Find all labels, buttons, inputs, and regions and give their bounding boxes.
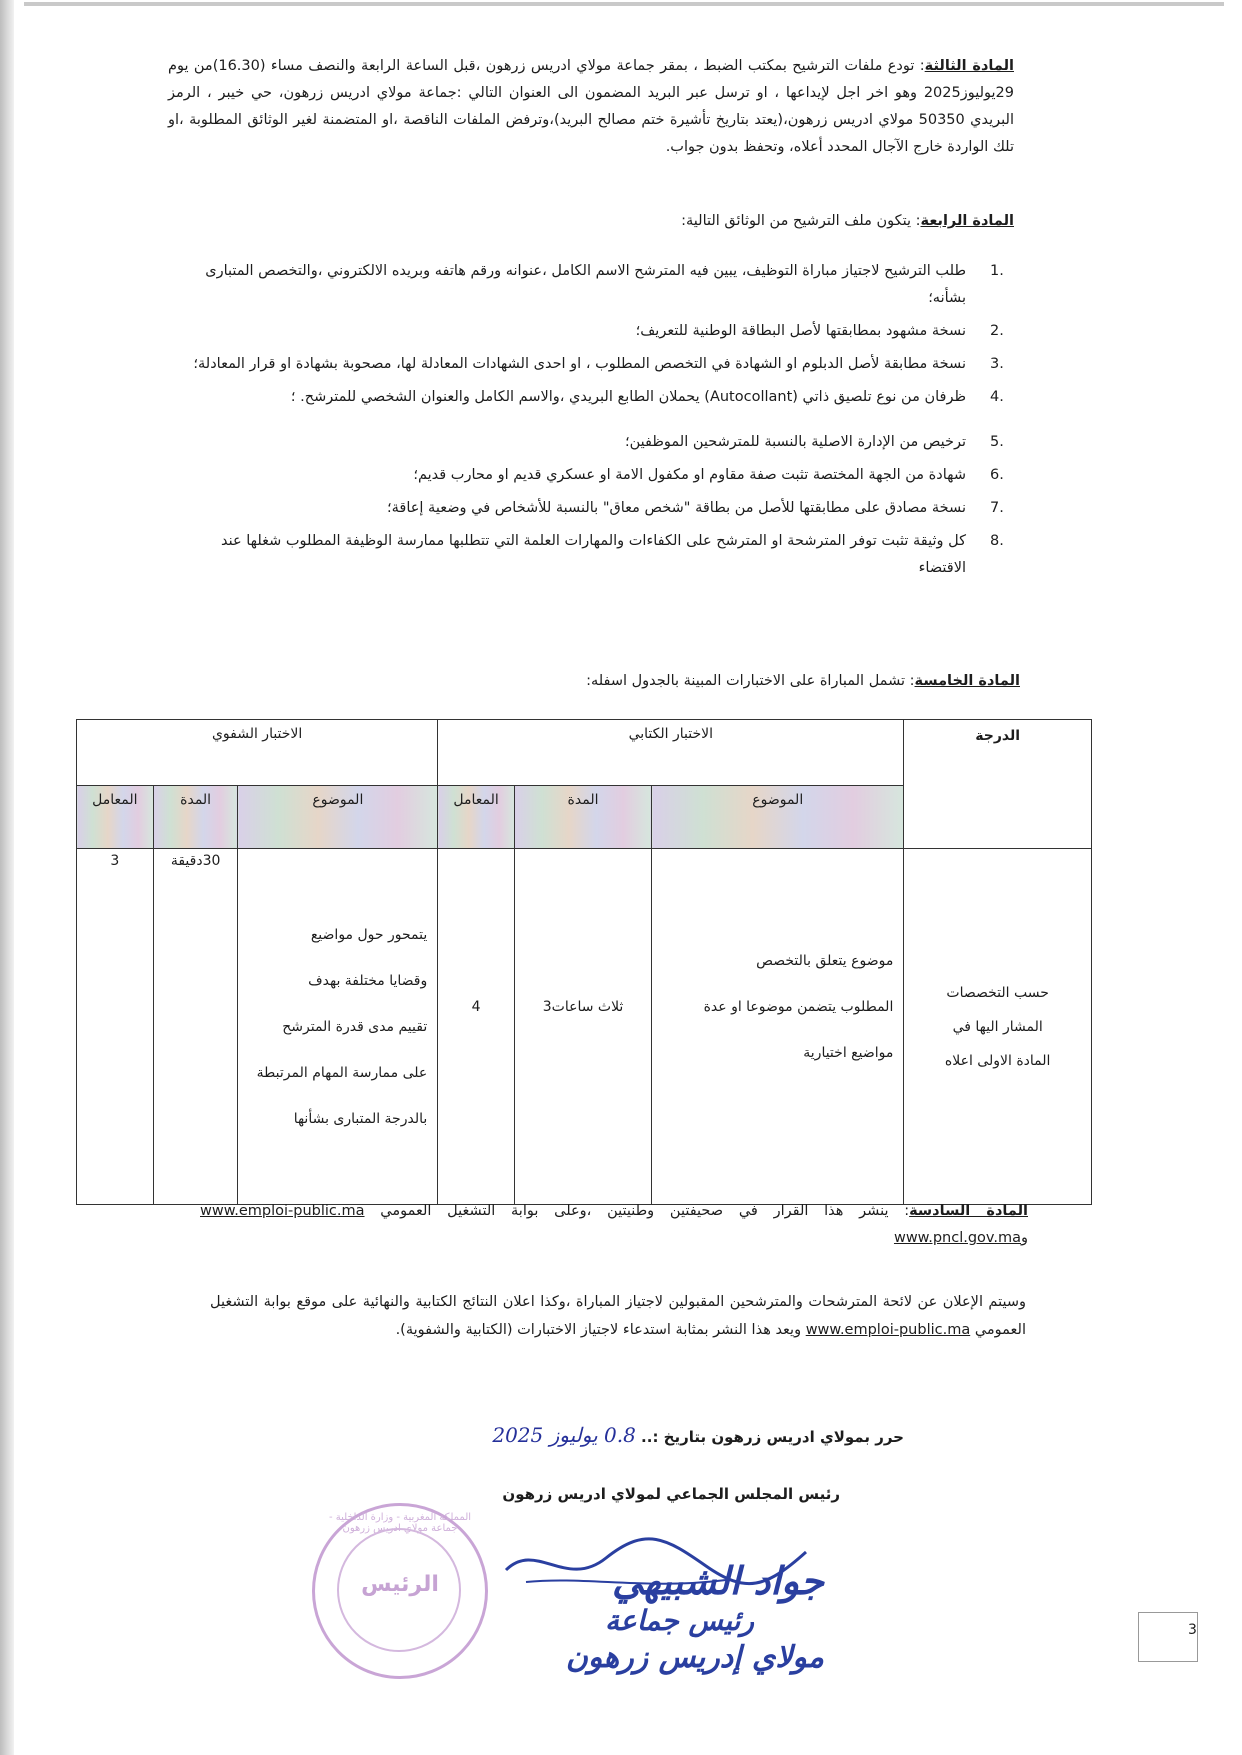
- article-5: [520, 668, 1020, 695]
- grade-line: حسب التخصصات: [946, 984, 1049, 1001]
- list-item-number: 8.: [990, 533, 1004, 549]
- written-duration-header: المدة: [514, 786, 651, 849]
- written-topic-header: الموضوع: [652, 786, 904, 849]
- oral-coef-header: المعامل: [77, 786, 154, 849]
- list-item: [170, 351, 1004, 378]
- article-6-text: : ينشر هذا القرار في صحيفتين وطنيتين ،وعلى بوابة التشغيل العمومي: [380, 1203, 910, 1219]
- conjunction: و: [1020, 1230, 1028, 1246]
- scan-top-edge: [24, 2, 1224, 6]
- oral-exam-header: الاختبار الشفوي: [77, 720, 438, 786]
- announcement-text-2: ويعد هذا النشر بمثابة استدعاء لاجتياز الاختبارات (الكتابية والشفوية).: [395, 1322, 802, 1338]
- list-item-text: شهادة من الجهة المختصة تثبت صفة مقاوم او مكفول الامة او عسكري قديم او محارب قديم؛: [413, 467, 966, 483]
- article-3-heading: المادة الثالثة: [924, 58, 1014, 74]
- list-item: [170, 462, 1004, 489]
- scan-edge: [0, 0, 14, 1755]
- list-item-number: 5.: [990, 434, 1004, 450]
- article-3-text: : تودع ملفات الترشيح بمكتب الضبط ، بمقر جماعة مولاي ادريس زرهون ،قبل الساعة الرابعة والنصف مساء (16.30)من يوم 29يوليوز2025 وهو اخر اجل لإيداعها ، او ترسل عبر البريد المضمون الى العنوان التالي :جماعة مولاي ادريس زرهون، حي خيبر ، الرمز البريدي 50350 مولاي ادريس زرهون،(يعتد بتاريخ تأشيرة ختم مصالح البريد)،وترفض الملفات الناقصة ،او المتضمنة لغير الوثائق المطلوبة ،او تلك الواردة خارج الآجال المحدد أعلاه، وتحفظ بدون جواب.: [168, 58, 1014, 155]
- pncl-link[interactable]: www.pncl.gov.ma: [893, 1230, 1021, 1246]
- signed-at-label: حرر بمولاي ادريس زرهون بتاريخ :..: [641, 1428, 904, 1446]
- list-item-text: ترخيص من الإدارة الاصلية بالنسبة للمترشحين الموظفين؛: [625, 434, 966, 450]
- list-item-number: 7.: [990, 500, 1004, 516]
- grade-header: الدرجة: [904, 720, 1092, 849]
- written-topic-line: المطلوب يتضمن موضوعا او عدة: [703, 998, 894, 1015]
- grade-line: المشار اليها في: [952, 1018, 1043, 1035]
- written-coef-cell: 4: [438, 849, 515, 1205]
- handwritten-date: 0.8 يوليوز 2025: [492, 1423, 636, 1447]
- announcement: [210, 1288, 1026, 1344]
- stamp-word: الرئيس: [361, 1572, 439, 1597]
- list-item: [170, 495, 1004, 522]
- article-5-text: : تشمل المباراة على الاختبارات المبينة بالجدول اسفله:: [586, 673, 915, 689]
- oral-topic-header: الموضوع: [238, 786, 438, 849]
- emploi-public-link[interactable]: www.emploi-public.ma: [805, 1322, 971, 1338]
- article-6: [200, 1198, 1028, 1252]
- written-topic-line: موضوع يتعلق بالتخصص: [756, 952, 894, 969]
- article-5-heading: المادة الخامسة: [914, 673, 1020, 689]
- list-item-number: 2.: [990, 323, 1004, 339]
- article-4: [520, 208, 1014, 235]
- written-topic-cell: [652, 849, 904, 1205]
- signature-name: جواد الشبيهي: [612, 1558, 824, 1603]
- list-item-number: 4.: [990, 389, 1004, 405]
- written-topic-line: مواضيع اختيارية: [803, 1044, 894, 1061]
- signature-title: رئيس جماعة: [605, 1604, 754, 1637]
- grade-line: المادة الاولى اعلاه: [944, 1052, 1051, 1069]
- oral-topic-line: وقضايا مختلفة بهدف: [308, 972, 428, 989]
- emploi-public-link[interactable]: www.emploi-public.ma: [200, 1203, 365, 1219]
- exam-table: [76, 719, 1092, 1205]
- list-item: [170, 384, 1004, 411]
- oral-topic-line: يتمحور حول مواضيع: [310, 926, 428, 943]
- signed-at: [492, 1423, 904, 1447]
- signature-place: مولاي إدريس زرهون: [565, 1640, 824, 1675]
- page-number: 3: [1188, 1622, 1197, 1638]
- list-item-text: نسخة مصادق على مطابقتها للأصل من بطاقة "شخص معاق" بالنسبة للأشخاص في وضعية إعاقة؛: [387, 500, 966, 516]
- list-item: [170, 258, 1004, 312]
- oral-topic-line: بالدرجة المتبارى بشأنها: [293, 1110, 428, 1127]
- article-4-text: : يتكون ملف الترشيح من الوثائق التالية:: [681, 213, 921, 229]
- list-item-text: نسخة مشهود بمطابقتها لأصل البطاقة الوطنية للتعريف؛: [635, 323, 966, 339]
- oral-duration-header: المدة: [153, 786, 238, 849]
- article-6-heading: المادة السادسة: [909, 1203, 1028, 1219]
- list-item-number: 3.: [990, 356, 1004, 372]
- oral-topic-line: على ممارسة المهام المرتبطة: [256, 1064, 428, 1081]
- official-stamp: [312, 1503, 488, 1679]
- article-4-heading: المادة الرابعة: [920, 213, 1014, 229]
- list-item: [170, 429, 1004, 456]
- stamp-ring-text: المملكة المغربية - وزارة الداخلية - جماعة مولاي ادريس زرهون: [328, 1512, 472, 1534]
- list-item: [170, 528, 1004, 582]
- president-title: رئيس المجلس الجماعي لمولاي ادريس زرهون: [502, 1485, 840, 1503]
- list-item-text: نسخة مطابقة لأصل الدبلوم او الشهادة في التخصص المطلوب ، او احدى الشهادات المعادلة لها، مصحوبة بشهادة او قرار المعادلة؛: [193, 356, 966, 372]
- oral-coef-cell: 3: [77, 849, 154, 1205]
- written-exam-header: الاختبار الكتابي: [438, 720, 904, 786]
- grade-cell: [904, 849, 1092, 1205]
- documents-list: [170, 258, 1004, 588]
- list-item-text: كل وثيقة تثبت توفر المترشحة او المترشح على الكفاءات والمهارات العلمة التي تتطلبها ممارسة الوظيفة المطلوب شغلها عند الاقتضاء: [220, 533, 966, 576]
- list-item-text: ظرفان من نوع تلصيق ذاتي (Autocollant) يحملان الطابع البريدي ،والاسم الكامل والعنوان الشخصي للمترشح. ؛: [290, 389, 966, 405]
- written-duration-cell: ثلاث ساعات3: [514, 849, 651, 1205]
- list-item-number: 1.: [990, 263, 1004, 279]
- oral-duration-cell: 30دقيقة: [153, 849, 238, 1205]
- article-3: [168, 53, 1014, 161]
- announcement-text: وسيتم الإعلان عن لائحة المترشحات والمترشحين المقبولين لاجتياز المباراة ،وكذا اعلان النتائج الكتابية والنهائية على موقع بوابة التشغيل العمومي: [210, 1294, 1026, 1338]
- list-item-number: 6.: [990, 467, 1004, 483]
- written-coef-header: المعامل: [438, 786, 515, 849]
- list-item-text: طلب الترشيح لاجتياز مباراة التوظيف، يبين فيه المترشح الاسم الكامل ،عنوانه ورقم هاتفه وبريده الالكتروني ،والتخصص المتبارى بشأنه؛: [205, 263, 966, 306]
- oral-topic-cell: [238, 849, 438, 1205]
- oral-topic-line: تقييم مدى قدرة المترشح: [282, 1018, 428, 1035]
- list-item: [170, 318, 1004, 345]
